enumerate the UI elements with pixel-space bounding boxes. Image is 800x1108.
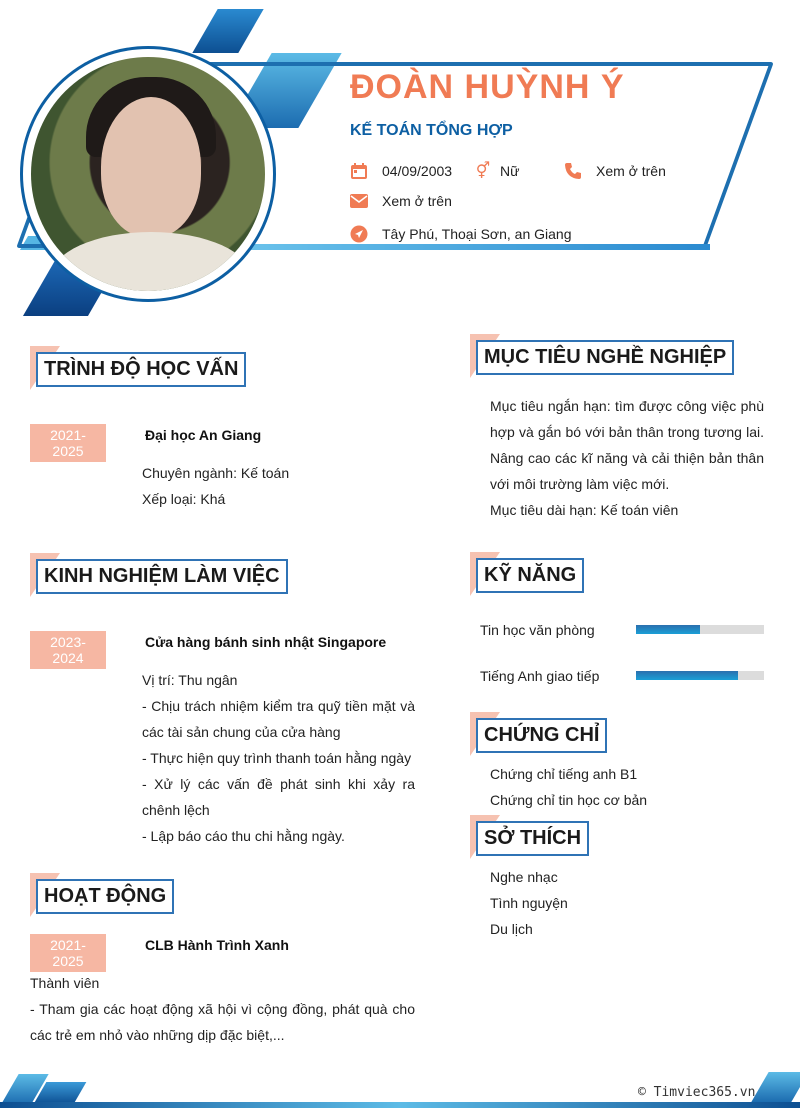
footer-bar: [0, 1102, 800, 1108]
experience-year: 2023-2024: [30, 631, 106, 669]
calendar-icon: [350, 162, 368, 180]
footer-credit: © Timviec365.vn: [638, 1085, 756, 1100]
activities-role: Thành viên: [30, 975, 100, 991]
footer-deco-right: [751, 1072, 800, 1102]
skills-heading-text: KỸ NĂNG: [476, 558, 584, 593]
certificate-item: Chứng chỉ tin học cơ bản: [490, 792, 648, 808]
education-rank: Xếp loại: Khá: [142, 491, 226, 507]
address-row: [350, 225, 571, 243]
skill-bar: [636, 625, 764, 634]
certificates-heading-text: CHỨNG CHỈ: [476, 718, 607, 753]
skill-bar-fill: [636, 671, 738, 680]
experience-line: - Xử lý các vấn đề phát sinh khi xảy ra chênh lệch: [142, 776, 415, 818]
phone-row: [564, 162, 666, 180]
skill-bar-fill: [636, 625, 700, 634]
location-icon: [350, 225, 368, 243]
email-row: [350, 192, 452, 210]
experience-line: - Lập báo cáo thu chi hằng ngày.: [142, 828, 345, 844]
hobby-item: Tình nguyện: [490, 895, 568, 911]
email-value: Xem ở trên: [382, 193, 452, 209]
hobby-item: Nghe nhạc: [490, 869, 558, 885]
education-year: 2021-2025: [30, 424, 106, 462]
email-icon: [350, 192, 368, 210]
experience-heading-text: KINH NGHIỆM LÀM VIỆC: [36, 559, 288, 594]
experience-line: - Chịu trách nhiệm kiểm tra quỹ tiền mặt và các tài sản chung của cửa hàng: [142, 698, 415, 740]
candidate-name: ĐOÀN HUỲNH Ý: [350, 68, 625, 106]
activities-club: CLB Hành Trình Xanh: [145, 937, 289, 953]
hobby-item: Du lịch: [490, 921, 533, 937]
skill-label: Tiếng Anh giao tiếp: [480, 668, 600, 684]
phone-icon: [564, 162, 582, 180]
objective-heading-text: MỤC TIÊU NGHỀ NGHIỆP: [476, 340, 734, 375]
gender-icon: ⚥: [475, 163, 491, 180]
birthday-row: [350, 162, 452, 180]
activities-desc: - Tham gia các hoạt động xã hội vì cộng đồng, phát quà cho các trẻ em nhỏ vào những dịp đặc biệt,...: [30, 1001, 415, 1043]
gender-row: [474, 162, 519, 180]
education-school: Đại học An Giang: [145, 427, 262, 443]
objective-short: Mục tiêu ngắn hạn: tìm được công việc phù hợp và gắn bó với bản thân trong tương lai. Nâng cao các kĩ năng và cải thiện bản thân với môi trường làm việc mới.: [490, 398, 764, 492]
header-underline: [230, 244, 710, 250]
birthday-value: 04/09/2003: [382, 163, 453, 179]
activities-heading-text: HOẠT ĐỘNG: [36, 879, 174, 914]
skill-label: Tin học văn phòng: [480, 622, 595, 638]
education-major: Chuyên ngành: Kế toán: [142, 465, 290, 481]
gender-value: Nữ: [500, 163, 520, 179]
profile-photo: [20, 46, 276, 302]
hobbies-heading-text: SỞ THÍCH: [476, 821, 589, 856]
phone-value: Xem ở trên: [596, 163, 666, 179]
certificate-item: Chứng chỉ tiếng anh B1: [490, 766, 638, 782]
address-value: Tây Phú, Thoại Sơn, an Giang: [382, 226, 572, 242]
header-deco-top: [192, 9, 263, 53]
experience-company: Cửa hàng bánh sinh nhật Singapore: [145, 634, 387, 650]
skill-bar: [636, 671, 764, 680]
candidate-position: KẾ TOÁN TỔNG HỢP: [350, 122, 513, 139]
objective-long: Mục tiêu dài hạn: Kế toán viên: [490, 502, 679, 518]
experience-line: Vị trí: Thu ngân: [142, 672, 238, 688]
activities-year: 2021-2025: [30, 934, 106, 972]
experience-line: - Thực hiện quy trình thanh toán hằng ngày: [142, 750, 412, 766]
education-heading-text: TRÌNH ĐỘ HỌC VẤN: [36, 352, 246, 387]
